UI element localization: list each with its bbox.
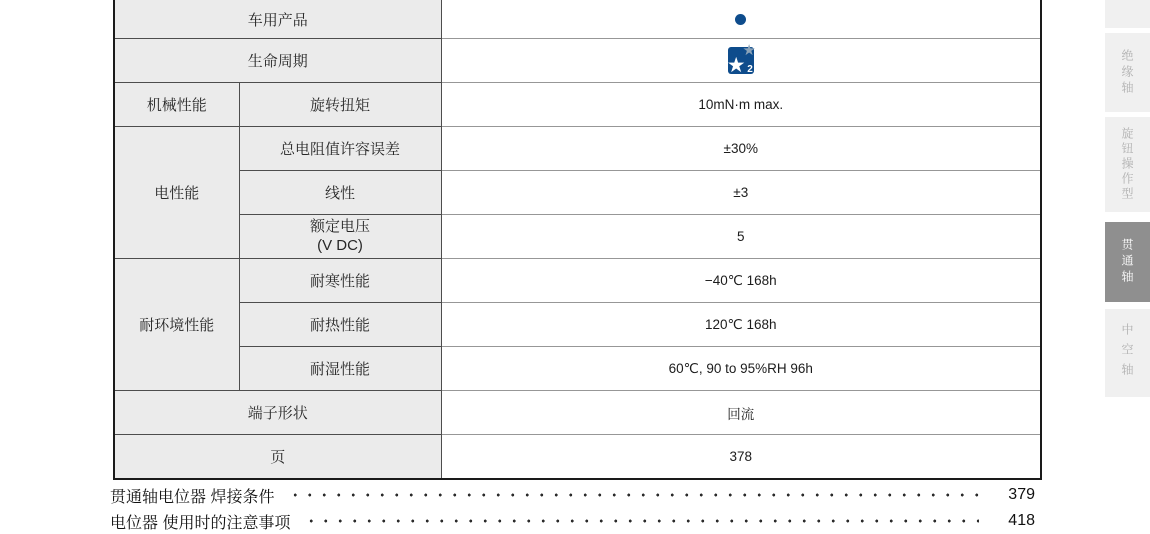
property-heat-resistance: 耐热性能 [239,303,441,347]
sidebar-tab-through-shaft[interactable] [1105,222,1150,302]
row-label-page: 页 [114,435,441,480]
index-link-usage-precautions[interactable] [110,508,1035,534]
row-value-lifecycle [441,39,1041,83]
row-label-terminal-shape: 端子形状 [114,391,441,435]
star-gray-icon: ★ [742,42,756,59]
sidebar-tab-partial[interactable] [1105,0,1150,28]
rated-voltage-line2: (V DC) [317,236,363,254]
dot-leader [288,487,979,503]
index-link-soldering-conditions[interactable] [110,482,1035,508]
category-environmental: 耐环境性能 [114,259,239,391]
rated-voltage-line1: 额定电压 [310,217,371,235]
sidebar-tab-hollow-shaft[interactable] [1105,309,1150,397]
row-value-page: 378 [441,435,1041,480]
automotive-dot-icon [735,14,746,25]
category-mechanical: 机械性能 [114,83,239,127]
property-resistance-tolerance: 总电阻值许容误差 [239,127,441,171]
index-link-label: 贯通轴电位器 焊接条件 [110,488,275,506]
sidebar-tab-label: 绝缘轴 [1120,48,1134,97]
row-value-terminal-shape: 回流 [441,391,1041,435]
sidebar-tab-label: 中空轴 [1120,323,1134,383]
row-label-lifecycle: 生命周期 [114,39,441,83]
sidebar-tab-knob-operation[interactable] [1105,117,1150,212]
star-white-icon: ★ [726,54,746,77]
property-rated-voltage [239,215,441,259]
value-rotational-torque: 10mN·m max. [441,83,1041,127]
property-rotational-torque: 旋转扭矩 [239,83,441,127]
property-cold-resistance: 耐寒性能 [239,259,441,303]
value-humidity-resistance: 60℃, 90 to 95%RH 96h [441,347,1041,391]
sidebar-tab-insulated-shaft[interactable] [1105,33,1150,112]
dot-leader [304,513,979,529]
value-linearity: ±3 [441,171,1041,215]
index-links [110,482,1035,534]
spec-table [113,0,1042,480]
index-link-page-number: 379 [1008,486,1035,503]
property-linearity: 线性 [239,171,441,215]
category-electrical: 电性能 [114,127,239,259]
sidebar-tab-label: 贯通轴 [1120,238,1134,286]
index-link-page-number: 418 [1008,512,1035,529]
value-heat-resistance: 120℃ 168h [441,303,1041,347]
sidebar-tab-label: 旋钮操作型 [1120,127,1134,202]
row-label-automotive: 车用产品 [114,0,441,39]
value-cold-resistance: −40℃ 168h [441,259,1041,303]
value-rated-voltage: 5 [441,215,1041,259]
row-value-automotive [441,0,1041,39]
property-humidity-resistance: 耐湿性能 [239,347,441,391]
lifecycle-badge-number: 2 [747,64,753,75]
index-link-label: 电位器 使用时的注意事项 [110,514,291,532]
lifecycle-star-icon [726,42,756,77]
value-resistance-tolerance: ±30% [441,127,1041,171]
